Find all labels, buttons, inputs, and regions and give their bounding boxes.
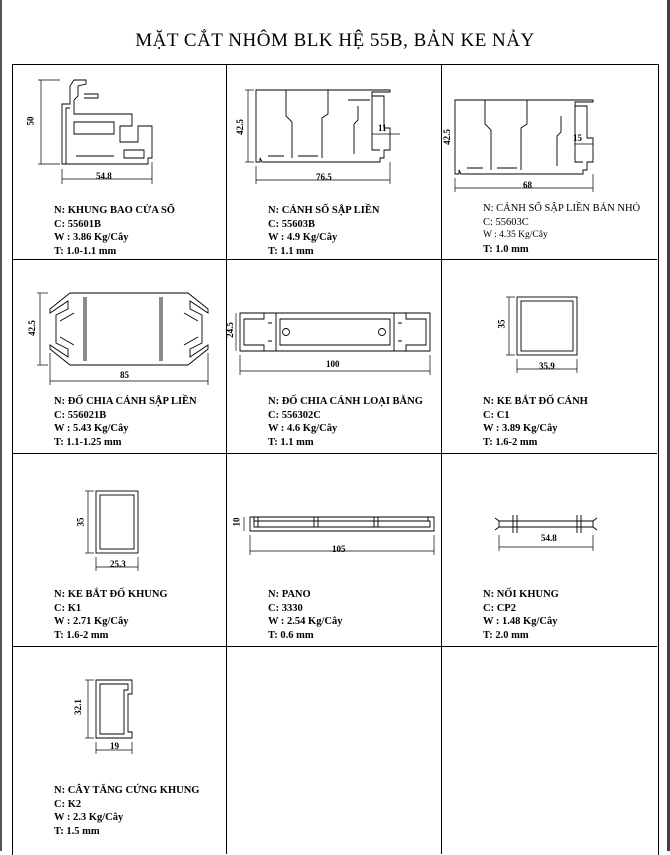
profile-spec <box>54 784 199 838</box>
profile-name: N: KHUNG BAO CỬA SỔ <box>54 205 175 216</box>
profile-name: N: KE BẮT ĐỐ KHUNG <box>54 589 168 600</box>
profile-cell-canh-ban-nho <box>443 66 655 259</box>
profile-cell-canh-sap-lien <box>228 66 441 259</box>
profile-cell-pano <box>228 455 441 646</box>
profile-weight: W : 1.48 Kg/Cây <box>483 616 558 627</box>
profile-thickness: T: 1.0 mm <box>483 243 529 255</box>
profile-code: C: 55601B <box>54 218 101 230</box>
profile-thickness: T: 1.5 mm <box>54 825 100 837</box>
dim-width: 105 <box>332 544 346 554</box>
profile-name: N: ĐỐ CHIA CÁNH SẬP LIỀN <box>54 396 197 407</box>
dim-height: 24.5 <box>224 322 235 338</box>
column-divider <box>226 64 227 854</box>
dim-height: 42.5 <box>441 129 452 145</box>
dim-height: 50 <box>25 116 36 126</box>
profile-code: C: K2 <box>54 798 82 810</box>
profile-weight: W : 2.71 Kg/Cây <box>54 616 129 627</box>
profile-code: C: K1 <box>54 602 82 614</box>
dim-width: 35.9 <box>539 361 555 371</box>
profile-thickness: T: 1.1 mm <box>268 245 314 257</box>
dim-width: 100 <box>326 359 340 369</box>
profile-cell-noi-khung <box>443 455 655 646</box>
profile-cell-ke-do-khung <box>14 455 226 646</box>
profile-thickness: T: 1.1-1.25 mm <box>54 436 122 448</box>
profile-weight: W : 3.89 Kg/Cây <box>483 423 558 434</box>
dim-width: 54.8 <box>541 533 557 543</box>
row-divider <box>12 259 657 260</box>
profile-spec <box>483 202 640 256</box>
dim-width: 68 <box>523 180 532 190</box>
dim-width: 25.3 <box>110 559 126 569</box>
dim-height: 10 <box>231 517 242 527</box>
profile-name: N: CÂY TĂNG CỨNG KHUNG <box>54 785 200 796</box>
profile-weight: W : 2.3 Kg/Cây <box>54 812 124 823</box>
profile-weight: W : 4.35 Kg/Cây <box>483 230 548 240</box>
profile-name: N: ĐỐ CHIA CÁNH LOẠI BẰNG <box>268 396 423 407</box>
column-divider <box>441 64 442 854</box>
profile-weight: W : 4.9 Kg/Cây <box>268 232 338 243</box>
profile-thickness: T: 1.0-1.1 mm <box>54 245 117 257</box>
profile-code: C: 3330 <box>268 602 303 614</box>
profile-code: C: C1 <box>483 409 510 421</box>
profile-name: N: CÁNH SỔ SẬP LIỀN <box>268 205 380 216</box>
profile-name: N: CÁNH SỔ SẬP LIỀN BẢN NHỎ <box>483 203 641 214</box>
dim-width: 76.5 <box>316 172 332 182</box>
profile-cell-ke-do-canh <box>443 261 655 453</box>
profile-spec <box>54 395 197 449</box>
profile-thickness: T: 0.6 mm <box>268 629 314 641</box>
page-left-edge <box>0 0 2 851</box>
dim-width: 85 <box>120 370 129 380</box>
profile-code: C: CP2 <box>483 602 516 614</box>
dim-height: 35 <box>496 319 507 329</box>
profile-spec <box>483 588 559 642</box>
profile-weight: W : 4.6 Kg/Cây <box>268 423 338 434</box>
profile-thickness: T: 1.6-2 mm <box>54 629 109 641</box>
profile-code: C: 55603B <box>268 218 315 230</box>
profile-thickness: T: 1.6-2 mm <box>483 436 538 448</box>
page-title: MẶT CẮT NHÔM BLK HỆ 55B, BẢN KE NẢY <box>135 30 535 51</box>
profile-spec <box>54 588 168 642</box>
profile-spec <box>268 588 342 642</box>
profile-name: N: PANO <box>268 589 311 600</box>
profile-spec <box>268 395 423 449</box>
profile-spec <box>483 395 588 449</box>
profile-code: C: 556302C <box>268 409 321 421</box>
row-divider <box>12 646 657 647</box>
profile-name: N: KE BẮT ĐỐ CÁNH <box>483 396 588 407</box>
profile-spec <box>268 204 379 258</box>
profile-name: N: NỐI KHUNG <box>483 589 559 600</box>
profile-spec <box>54 204 175 258</box>
profile-code: C: 55603C <box>483 216 529 228</box>
row-divider <box>12 453 657 454</box>
dim-lip: 11 <box>378 123 387 133</box>
profile-code: C: 556021B <box>54 409 107 421</box>
profile-thickness: T: 2.0 mm <box>483 629 529 641</box>
profile-cell-tang-cung <box>14 648 226 851</box>
profile-thickness: T: 1.1 mm <box>268 436 314 448</box>
profile-weight: W : 2.54 Kg/Cây <box>268 616 343 627</box>
dim-height: 42.5 <box>234 119 245 135</box>
profile-cell-do-chia-bang <box>224 261 441 453</box>
profile-cell-khung-bao <box>14 66 226 259</box>
profile-cell-do-chia-sap-lien <box>14 261 226 453</box>
dim-width: 54.8 <box>96 171 112 181</box>
dim-height: 42.5 <box>26 320 37 336</box>
dim-height: 32.1 <box>72 699 83 715</box>
profile-weight: W : 5.43 Kg/Cây <box>54 423 129 434</box>
dim-width: 19 <box>110 741 119 751</box>
dim-height: 35 <box>75 517 86 527</box>
dim-lip: 15 <box>573 133 582 143</box>
profile-weight: W : 3.86 Kg/Cây <box>54 232 129 243</box>
